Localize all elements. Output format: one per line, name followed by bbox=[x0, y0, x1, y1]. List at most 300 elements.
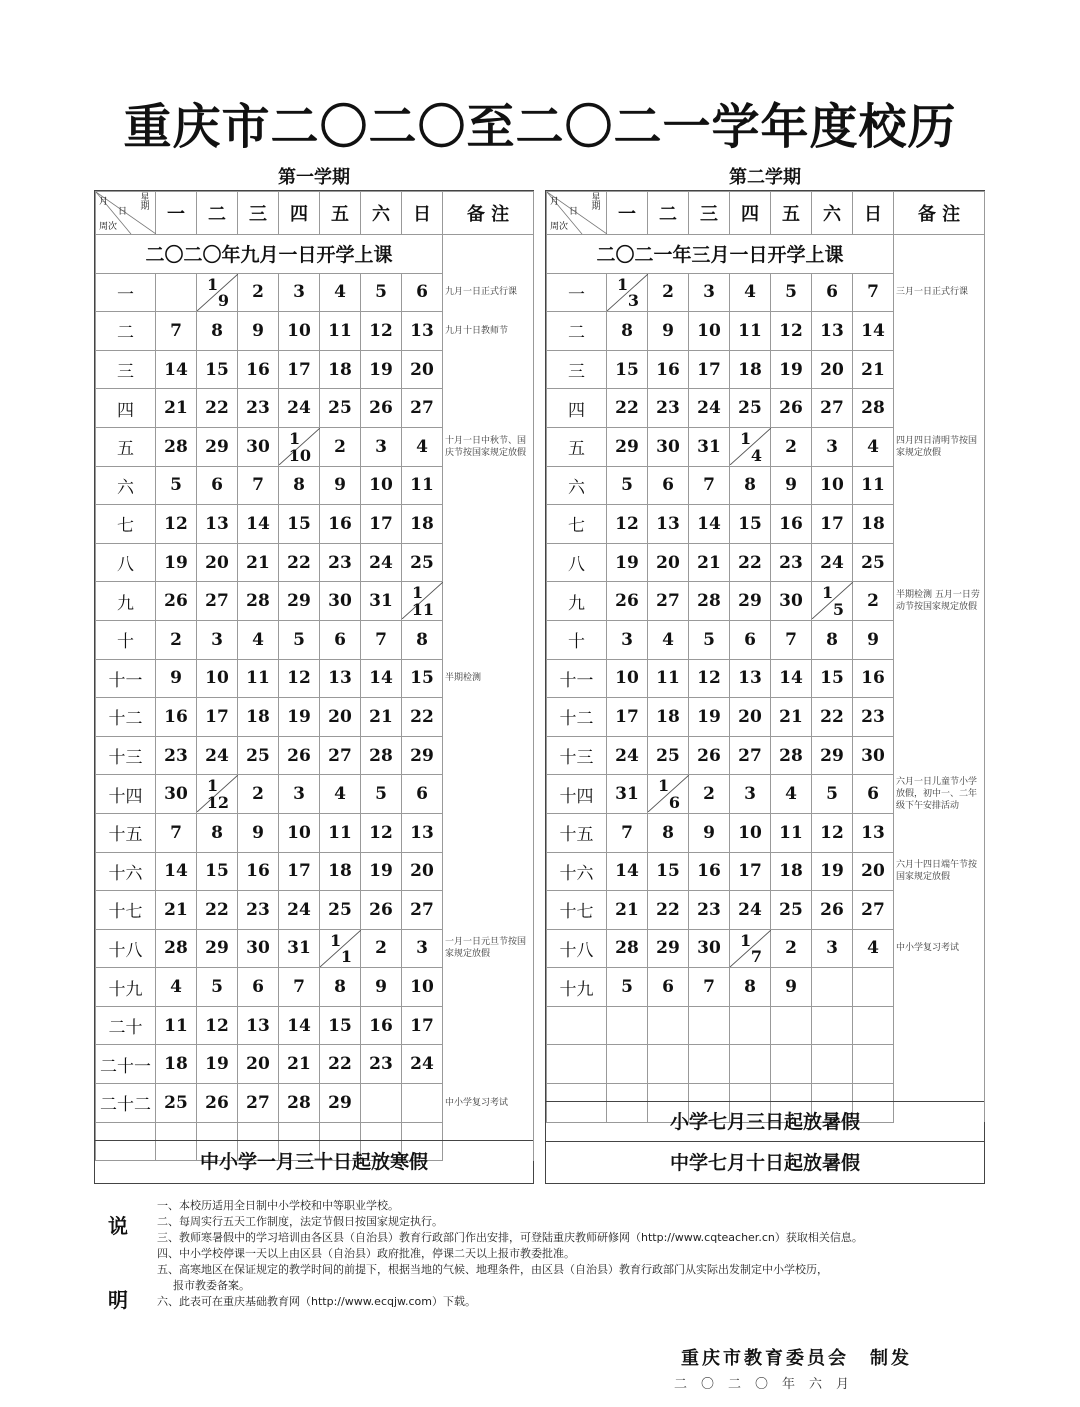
weekday-header: 二 bbox=[197, 192, 238, 235]
day-cell: 23 bbox=[361, 1045, 402, 1084]
day-cell: 28 bbox=[279, 1084, 320, 1123]
day-cell: 9 bbox=[238, 813, 279, 852]
day-number: 1 bbox=[617, 274, 629, 294]
week-row bbox=[547, 891, 985, 930]
note-cell bbox=[894, 235, 985, 274]
day-cell: 16 bbox=[361, 1006, 402, 1045]
week-row bbox=[547, 543, 985, 582]
week-number: 十七 bbox=[96, 891, 156, 930]
day-cell: 22 bbox=[197, 891, 238, 930]
remark-note: 四月四日清明节按国家规定放假 bbox=[894, 427, 985, 466]
remark-note bbox=[443, 968, 534, 1007]
day-cell: 18 bbox=[402, 505, 443, 544]
day-cell: 23 bbox=[156, 736, 197, 775]
day-cell: 27 bbox=[812, 389, 853, 428]
explanation-label-top: 说 bbox=[108, 1214, 128, 1238]
month-start-cell bbox=[402, 582, 442, 620]
remark-note: 半期检测 bbox=[443, 659, 534, 698]
day-cell bbox=[279, 427, 320, 466]
week-number: 八 bbox=[96, 543, 156, 582]
day-cell: 17 bbox=[197, 698, 238, 737]
week-row bbox=[547, 775, 985, 814]
day-cell: 8 bbox=[648, 813, 689, 852]
day-cell: 5 bbox=[279, 620, 320, 659]
day-cell bbox=[689, 1045, 730, 1084]
vacation-notice: 中学七月十日起放暑假 bbox=[546, 1141, 984, 1184]
month-number: 12 bbox=[206, 792, 229, 812]
remark-note bbox=[443, 582, 534, 621]
day-cell: 5 bbox=[607, 466, 648, 505]
remark-note bbox=[894, 891, 985, 930]
day-cell: 17 bbox=[402, 1006, 443, 1045]
day-cell bbox=[812, 968, 853, 1007]
day-cell: 5 bbox=[771, 273, 812, 312]
day-cell: 16 bbox=[320, 505, 361, 544]
month-start-cell bbox=[730, 428, 770, 466]
day-cell bbox=[320, 929, 361, 968]
remark-note bbox=[443, 466, 534, 505]
day-cell: 5 bbox=[689, 620, 730, 659]
day-cell: 20 bbox=[812, 350, 853, 389]
day-cell: 14 bbox=[238, 505, 279, 544]
day-cell: 4 bbox=[648, 620, 689, 659]
day-cell: 18 bbox=[320, 350, 361, 389]
day-cell: 12 bbox=[607, 505, 648, 544]
day-cell: 2 bbox=[689, 775, 730, 814]
day-cell: 27 bbox=[648, 582, 689, 621]
corner-label: 日 bbox=[569, 207, 579, 217]
day-cell: 23 bbox=[238, 891, 279, 930]
day-cell: 26 bbox=[197, 1084, 238, 1123]
remark-note bbox=[894, 620, 985, 659]
day-cell: 3 bbox=[197, 620, 238, 659]
remark-note bbox=[894, 968, 985, 1007]
day-cell: 9 bbox=[648, 312, 689, 351]
day-cell: 22 bbox=[197, 389, 238, 428]
day-cell bbox=[771, 1006, 812, 1045]
weekday-header: 四 bbox=[279, 192, 320, 235]
note-1: 一、本校历适用全日制中小学校和中等职业学校。 bbox=[157, 1199, 399, 1212]
weekday-header: 日 bbox=[853, 192, 894, 235]
remark-note bbox=[894, 698, 985, 737]
remark-note bbox=[443, 505, 534, 544]
day-cell: 10 bbox=[279, 312, 320, 351]
week-number bbox=[547, 1045, 607, 1084]
day-number: 1 bbox=[330, 930, 342, 950]
day-cell: 6 bbox=[730, 620, 771, 659]
day-cell: 27 bbox=[238, 1084, 279, 1123]
day-cell: 11 bbox=[730, 312, 771, 351]
day-cell: 23 bbox=[238, 389, 279, 428]
week-row bbox=[547, 968, 985, 1007]
month-number: 6 bbox=[668, 792, 680, 812]
note-4: 四、中小学校停课一天以上由区县（自治县）政府批准，停课二天以上报市教委批准。 bbox=[157, 1247, 575, 1260]
weekday-header: 六 bbox=[361, 192, 402, 235]
day-cell: 25 bbox=[156, 1084, 197, 1123]
week-number: 七 bbox=[547, 505, 607, 544]
week-row bbox=[96, 466, 534, 505]
week-number: 十四 bbox=[547, 775, 607, 814]
day-cell: 18 bbox=[730, 350, 771, 389]
day-cell: 26 bbox=[361, 389, 402, 428]
week-number: 十九 bbox=[96, 968, 156, 1007]
day-cell: 2 bbox=[648, 273, 689, 312]
day-cell: 25 bbox=[238, 736, 279, 775]
day-cell: 12 bbox=[812, 813, 853, 852]
day-cell: 25 bbox=[853, 543, 894, 582]
day-cell bbox=[361, 1084, 402, 1123]
remark-note bbox=[894, 543, 985, 582]
day-cell: 2 bbox=[853, 582, 894, 621]
week-row bbox=[547, 659, 985, 698]
remark-note bbox=[894, 813, 985, 852]
day-cell: 26 bbox=[771, 389, 812, 428]
semester2-label: 第二学期 bbox=[729, 167, 801, 188]
day-cell: 9 bbox=[771, 466, 812, 505]
remark-note bbox=[443, 1045, 534, 1084]
day-cell: 20 bbox=[402, 350, 443, 389]
month-number: 5 bbox=[832, 599, 844, 619]
day-cell: 27 bbox=[320, 736, 361, 775]
day-cell: 13 bbox=[402, 813, 443, 852]
day-cell: 7 bbox=[238, 466, 279, 505]
weekday-header: 日 bbox=[402, 192, 443, 235]
day-cell: 30 bbox=[156, 775, 197, 814]
week-row bbox=[96, 582, 534, 621]
day-cell: 25 bbox=[730, 389, 771, 428]
remark-note: 三月一日正式行课 bbox=[894, 273, 985, 312]
day-cell: 22 bbox=[279, 543, 320, 582]
day-cell: 23 bbox=[320, 543, 361, 582]
remark-note bbox=[894, 736, 985, 775]
remark-note bbox=[894, 659, 985, 698]
day-cell: 24 bbox=[197, 736, 238, 775]
week-number: 十四 bbox=[96, 775, 156, 814]
day-cell: 15 bbox=[320, 1006, 361, 1045]
day-cell: 12 bbox=[156, 505, 197, 544]
day-cell: 21 bbox=[279, 1045, 320, 1084]
day-cell: 15 bbox=[279, 505, 320, 544]
day-cell: 5 bbox=[361, 775, 402, 814]
day-cell: 26 bbox=[156, 582, 197, 621]
day-cell: 21 bbox=[238, 543, 279, 582]
day-cell: 8 bbox=[402, 620, 443, 659]
start-row bbox=[96, 235, 534, 274]
day-cell: 18 bbox=[238, 698, 279, 737]
week-row bbox=[96, 852, 534, 891]
remark-note: 中小学复习考试 bbox=[443, 1084, 534, 1123]
day-cell: 17 bbox=[689, 350, 730, 389]
week-number: 十二 bbox=[96, 698, 156, 737]
corner-label: 周次 bbox=[99, 222, 118, 232]
day-cell: 19 bbox=[689, 698, 730, 737]
day-cell: 6 bbox=[320, 620, 361, 659]
day-cell: 3 bbox=[607, 620, 648, 659]
day-cell: 22 bbox=[402, 698, 443, 737]
day-cell bbox=[730, 1045, 771, 1084]
week-row bbox=[96, 813, 534, 852]
day-cell: 8 bbox=[197, 813, 238, 852]
day-cell bbox=[197, 775, 238, 814]
week-number: 二 bbox=[547, 312, 607, 351]
remark-note bbox=[894, 505, 985, 544]
month-start-cell bbox=[812, 582, 852, 620]
day-cell: 25 bbox=[402, 543, 443, 582]
day-cell: 28 bbox=[853, 389, 894, 428]
issuer: 重庆市教育委员会 制发 bbox=[681, 1348, 912, 1369]
day-cell: 2 bbox=[238, 273, 279, 312]
day-cell: 13 bbox=[238, 1006, 279, 1045]
day-cell: 17 bbox=[812, 505, 853, 544]
day-cell: 2 bbox=[771, 427, 812, 466]
day-cell: 28 bbox=[689, 582, 730, 621]
corner-cell bbox=[547, 192, 607, 235]
day-cell: 9 bbox=[238, 312, 279, 351]
day-cell: 4 bbox=[320, 775, 361, 814]
day-cell: 7 bbox=[156, 813, 197, 852]
day-cell: 30 bbox=[320, 582, 361, 621]
day-cell bbox=[607, 1045, 648, 1084]
day-cell: 3 bbox=[361, 427, 402, 466]
day-cell: 28 bbox=[156, 427, 197, 466]
day-number: 1 bbox=[658, 776, 670, 796]
week-row bbox=[96, 698, 534, 737]
day-cell: 7 bbox=[361, 620, 402, 659]
day-number: 1 bbox=[207, 776, 219, 796]
day-cell: 21 bbox=[156, 389, 197, 428]
day-cell: 12 bbox=[279, 659, 320, 698]
day-cell: 12 bbox=[689, 659, 730, 698]
corner-label: 日 bbox=[118, 207, 128, 217]
week-number: 三 bbox=[547, 350, 607, 389]
day-cell: 10 bbox=[812, 466, 853, 505]
week-number: 二 bbox=[96, 312, 156, 351]
day-cell: 29 bbox=[730, 582, 771, 621]
week-number: 十三 bbox=[547, 736, 607, 775]
day-cell: 16 bbox=[853, 659, 894, 698]
day-cell: 26 bbox=[607, 582, 648, 621]
week-number: 十二 bbox=[547, 698, 607, 737]
day-cell: 23 bbox=[648, 389, 689, 428]
week-row bbox=[96, 968, 534, 1007]
month-start-cell bbox=[648, 775, 688, 813]
day-cell: 8 bbox=[197, 312, 238, 351]
day-cell: 22 bbox=[648, 891, 689, 930]
day-cell: 5 bbox=[812, 775, 853, 814]
week-row bbox=[547, 466, 985, 505]
day-cell: 16 bbox=[648, 350, 689, 389]
header-row bbox=[96, 192, 534, 235]
day-cell: 17 bbox=[607, 698, 648, 737]
day-cell: 9 bbox=[156, 659, 197, 698]
week-row bbox=[96, 620, 534, 659]
day-number: 1 bbox=[740, 930, 752, 950]
day-cell: 14 bbox=[607, 852, 648, 891]
remarks-header: 备 注 bbox=[443, 192, 534, 235]
remark-note: 一月一日元旦节按国家规定放假 bbox=[443, 929, 534, 968]
remark-note: 六月一日儿童节小学放假，初中一、二年级下午安排活动 bbox=[894, 775, 985, 814]
day-cell: 24 bbox=[812, 543, 853, 582]
day-cell: 6 bbox=[238, 968, 279, 1007]
day-cell: 10 bbox=[361, 466, 402, 505]
week-number: 十五 bbox=[96, 813, 156, 852]
day-cell: 9 bbox=[689, 813, 730, 852]
day-cell bbox=[402, 582, 443, 621]
day-cell bbox=[853, 1045, 894, 1084]
week-number: 十一 bbox=[96, 659, 156, 698]
day-cell: 24 bbox=[279, 389, 320, 428]
month-start-cell bbox=[607, 274, 647, 312]
header-row bbox=[547, 192, 985, 235]
week-number: 二十一 bbox=[96, 1045, 156, 1084]
day-cell: 7 bbox=[156, 312, 197, 351]
semester1-calendar bbox=[94, 190, 534, 1184]
day-cell bbox=[812, 1006, 853, 1045]
week-row bbox=[96, 659, 534, 698]
week-number: 四 bbox=[547, 389, 607, 428]
day-cell: 3 bbox=[689, 273, 730, 312]
remark-note: 半期检测 五月一日劳动节按国家规定放假 bbox=[894, 582, 985, 621]
day-cell: 18 bbox=[156, 1045, 197, 1084]
day-cell: 10 bbox=[197, 659, 238, 698]
day-cell: 20 bbox=[648, 543, 689, 582]
day-cell: 28 bbox=[156, 929, 197, 968]
day-cell: 31 bbox=[279, 929, 320, 968]
explanation-notes bbox=[157, 1198, 997, 1310]
week-row bbox=[547, 1045, 985, 1084]
day-cell: 11 bbox=[402, 466, 443, 505]
remark-note bbox=[894, 312, 985, 351]
remark-note bbox=[443, 775, 534, 814]
day-cell: 9 bbox=[853, 620, 894, 659]
week-number: 一 bbox=[96, 273, 156, 312]
day-cell: 14 bbox=[361, 659, 402, 698]
day-cell: 17 bbox=[361, 505, 402, 544]
weekday-header: 六 bbox=[812, 192, 853, 235]
day-cell: 15 bbox=[197, 852, 238, 891]
day-cell: 14 bbox=[156, 852, 197, 891]
day-cell: 15 bbox=[402, 659, 443, 698]
day-cell: 5 bbox=[361, 273, 402, 312]
day-cell: 22 bbox=[607, 389, 648, 428]
week-number bbox=[547, 1006, 607, 1045]
weekday-header: 三 bbox=[689, 192, 730, 235]
week-row bbox=[547, 813, 985, 852]
day-cell: 4 bbox=[730, 273, 771, 312]
corner-label: 周次 bbox=[550, 222, 569, 232]
note-5: 五、高寒地区在保证规定的教学时间的前提下，根据当地的气候、地理条件，由区县（自治县）教育行政部门从实际出发制定中小学校历， bbox=[157, 1263, 828, 1276]
day-cell: 6 bbox=[402, 273, 443, 312]
day-cell bbox=[648, 1006, 689, 1045]
day-cell: 25 bbox=[771, 891, 812, 930]
remark-note bbox=[443, 736, 534, 775]
day-cell: 4 bbox=[238, 620, 279, 659]
day-cell: 22 bbox=[812, 698, 853, 737]
day-cell: 19 bbox=[197, 1045, 238, 1084]
remark-note: 十月一日中秋节、国庆节按国家规定放假 bbox=[443, 427, 534, 466]
day-cell: 22 bbox=[320, 1045, 361, 1084]
day-cell: 16 bbox=[689, 852, 730, 891]
day-cell: 19 bbox=[771, 350, 812, 389]
note-5-continued: 报市教委备案。 bbox=[173, 1279, 250, 1292]
day-cell: 13 bbox=[648, 505, 689, 544]
day-cell: 13 bbox=[402, 312, 443, 351]
corner-cell bbox=[96, 192, 156, 235]
day-cell: 29 bbox=[812, 736, 853, 775]
day-cell: 14 bbox=[689, 505, 730, 544]
week-number: 十八 bbox=[96, 929, 156, 968]
day-cell: 30 bbox=[238, 929, 279, 968]
day-cell: 26 bbox=[812, 891, 853, 930]
day-cell: 10 bbox=[402, 968, 443, 1007]
week-row bbox=[547, 929, 985, 968]
weekday-header: 四 bbox=[730, 192, 771, 235]
week-row bbox=[547, 273, 985, 312]
day-cell bbox=[689, 1006, 730, 1045]
day-cell bbox=[771, 1045, 812, 1084]
day-cell: 31 bbox=[607, 775, 648, 814]
start-row bbox=[547, 235, 985, 274]
week-row bbox=[96, 1045, 534, 1084]
weekday-header: 五 bbox=[771, 192, 812, 235]
week-number: 十九 bbox=[547, 968, 607, 1007]
day-cell: 31 bbox=[689, 427, 730, 466]
day-cell: 6 bbox=[648, 466, 689, 505]
day-cell: 15 bbox=[197, 350, 238, 389]
day-cell: 20 bbox=[730, 698, 771, 737]
day-cell: 10 bbox=[689, 312, 730, 351]
day-cell: 23 bbox=[771, 543, 812, 582]
day-cell: 13 bbox=[853, 813, 894, 852]
day-cell: 14 bbox=[853, 312, 894, 351]
day-cell: 21 bbox=[607, 891, 648, 930]
day-cell: 19 bbox=[156, 543, 197, 582]
day-cell: 30 bbox=[648, 427, 689, 466]
day-cell: 27 bbox=[730, 736, 771, 775]
day-cell: 13 bbox=[320, 659, 361, 698]
remark-note bbox=[443, 852, 534, 891]
week-number: 十七 bbox=[547, 891, 607, 930]
week-number: 一 bbox=[547, 273, 607, 312]
day-cell: 7 bbox=[689, 968, 730, 1007]
day-cell: 19 bbox=[279, 698, 320, 737]
day-cell bbox=[812, 582, 853, 621]
week-number: 七 bbox=[96, 505, 156, 544]
remark-note: 九月一日正式行课 bbox=[443, 273, 534, 312]
day-cell: 17 bbox=[279, 852, 320, 891]
day-cell: 27 bbox=[402, 389, 443, 428]
day-cell: 6 bbox=[402, 775, 443, 814]
day-cell: 11 bbox=[320, 312, 361, 351]
week-number: 二十 bbox=[96, 1006, 156, 1045]
day-cell: 24 bbox=[607, 736, 648, 775]
remark-note bbox=[443, 350, 534, 389]
day-cell: 11 bbox=[648, 659, 689, 698]
day-cell bbox=[648, 775, 689, 814]
week-row bbox=[96, 350, 534, 389]
week-number: 十八 bbox=[547, 929, 607, 968]
remark-note: 九月十日教师节 bbox=[443, 312, 534, 351]
corner-label: 星期 bbox=[140, 193, 150, 212]
month-number: 7 bbox=[750, 947, 762, 967]
remark-note bbox=[894, 1045, 985, 1084]
day-cell: 20 bbox=[238, 1045, 279, 1084]
week-row bbox=[547, 427, 985, 466]
week-row bbox=[96, 1084, 534, 1123]
month-number: 10 bbox=[288, 445, 311, 465]
week-row bbox=[96, 389, 534, 428]
remark-note: 六月十四日端午节按国家规定放假 bbox=[894, 852, 985, 891]
